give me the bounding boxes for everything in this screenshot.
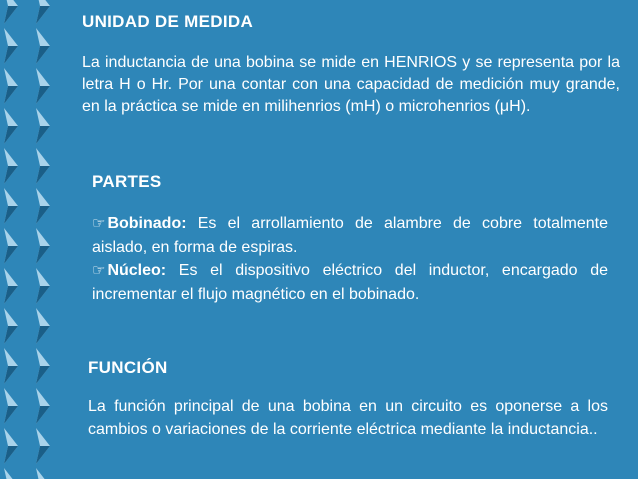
border-chevron-shade [4, 86, 18, 104]
border-chevron-shade [36, 366, 50, 384]
border-chevron [4, 468, 18, 479]
border-chevron-shade [36, 6, 50, 24]
border-chevron-shade [36, 406, 50, 424]
border-chevron-shade [4, 126, 18, 144]
border-chevron-shade [36, 166, 50, 184]
pointing-hand-icon: ☞ [92, 262, 106, 279]
section-body-funcion: La función principal de una bobina en un circuito es oponerse a los cambios o variaciones de la corriente eléctrica mediante la inductancia.. [88, 398, 608, 438]
section-title-unidad: UNIDAD DE MEDIDA [82, 12, 254, 31]
border-chevron-shade [4, 366, 18, 384]
border-chevron [36, 468, 50, 479]
term-bobinado: Bobinado: [107, 215, 187, 232]
border-chevron-shade [36, 446, 50, 464]
border-chevron-shade [36, 126, 50, 144]
border-chevron-shade [36, 286, 50, 304]
border-chevron-shade [36, 86, 50, 104]
border-chevron-shade [4, 46, 18, 64]
section-title-funcion: FUNCIÓN [88, 358, 168, 377]
border-chevron-shade [4, 406, 18, 424]
border-chevron-shade [36, 206, 50, 224]
border-chevron-shade [4, 246, 18, 264]
decorative-left-border [0, 0, 70, 479]
border-chevron-shade [36, 326, 50, 344]
list-item-nucleo [92, 259, 608, 306]
border-chevron-shade [4, 166, 18, 184]
section-title-partes: PARTES [92, 172, 162, 191]
definition-nucleo: Es el dispositivo eléctrico del inductor, encargado de incrementar el flujo magnético en el bobinado. [92, 262, 608, 303]
border-chevron-shade [4, 326, 18, 344]
section-body-partes [92, 212, 608, 306]
definition-bobinado: Es el arrollamiento de alambre de cobre totalmente aislado, en forma de espiras. [92, 215, 608, 256]
border-chevron-shade [4, 6, 18, 24]
border-chevron-shade [36, 46, 50, 64]
border-chevron-shade [36, 246, 50, 264]
section-body-unidad: La inductancia de una bobina se mide en HENRIOS y se representa por la letra H o Hr. Por una contar con una capacidad de medición muy grande, en la práctica se mide en milihenrios (mH) o microhenrios (μH). [82, 54, 620, 115]
border-chevron-shade [4, 206, 18, 224]
border-chevron-shade [4, 446, 18, 464]
pointing-hand-icon: ☞ [92, 215, 106, 232]
list-item-bobinado [92, 212, 608, 259]
border-chevron-shade [4, 286, 18, 304]
term-nucleo: Núcleo: [107, 262, 167, 279]
